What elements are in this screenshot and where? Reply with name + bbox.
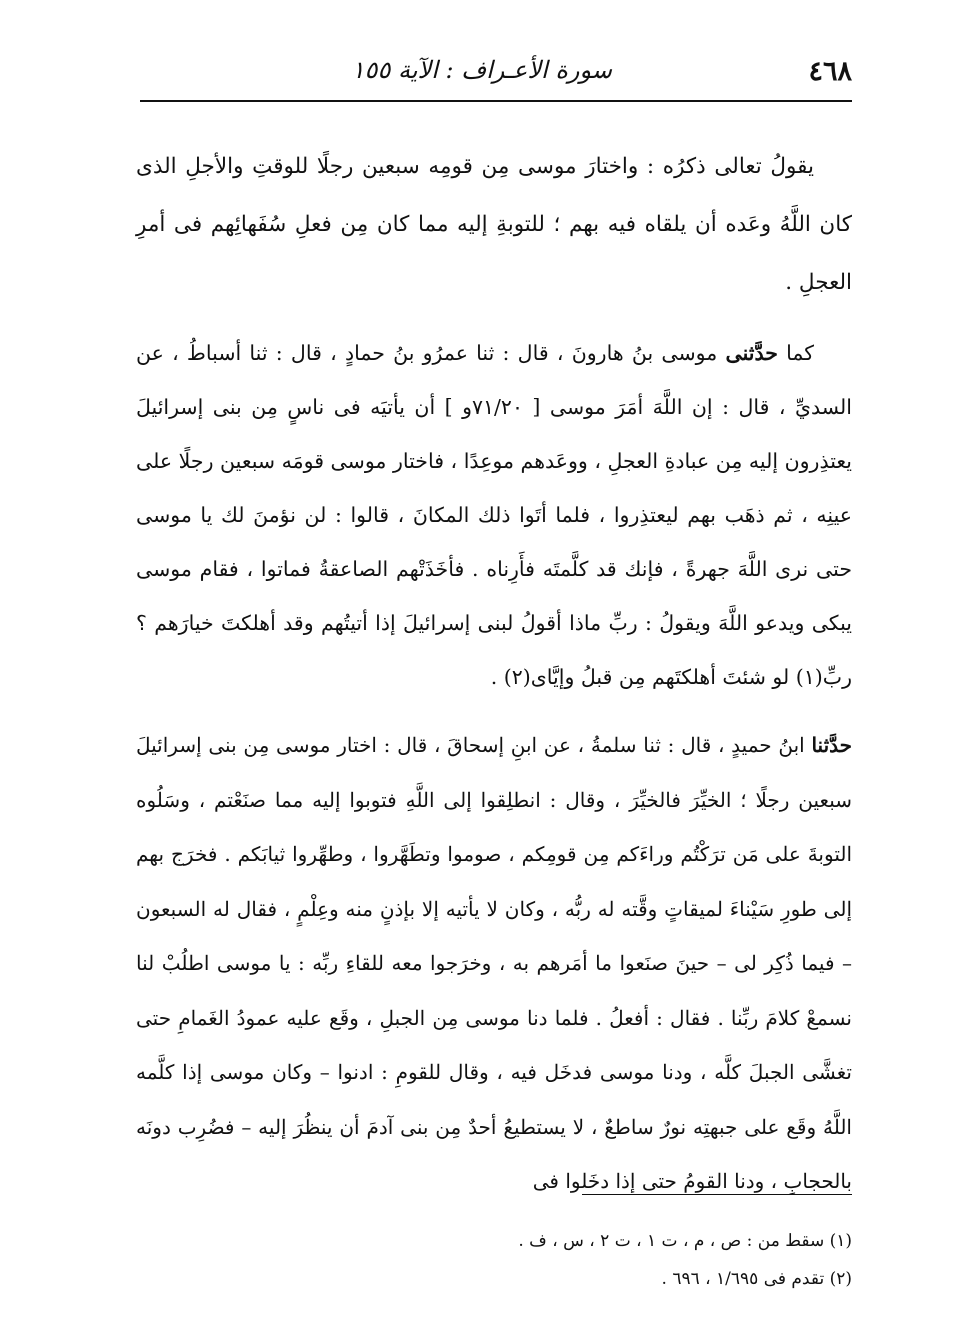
paragraph-2: [136, 326, 852, 704]
paragraph-3: [136, 718, 852, 1209]
header-rule: [140, 100, 852, 102]
paragraph-1: يقولُ تعالى ذكرُه : واختارَ موسى مِن قومِه سبعين رجلًا للوقتِ والأجلِ الذى كان اللَّهُ وعَده أن يلقاه فيه بهم ؛ للتوبةِ إليه مما كان مِن فعلِ سُفَهائِهم فى أمرِ العجلِ .: [136, 154, 852, 295]
hadith-heading: حدَّثنا: [811, 733, 852, 757]
paragraph-3-text: ابنُ حميدٍ ، قال : ثنا سلمةُ ، عن ابنِ إسحاقَ ، قال : اختار موسى مِن بنى إسرائيلَ سبعين رجلًا ؛ الخيِّرَ فالخيِّرَ ، وقال : انطلِقوا إلى اللَّهِ فتوبوا إليه مما صنَعْتم ، وسَلُوه التوبةَ على مَن ترَكْتُم وراءَكم مِن قومِكم ، صوموا وتطَهَّروا ، وطهِّروا ثيابَكم . فخرَج بهم إلى طورِ سَيْناءَ لميقاتٍ وقَّته له ربُّه ، وكان لا يأتيه إلا بإذنٍ منه وعِلْمٍ ، فقال له السبعون – فيما ذُكِر لى – حينَ صنَعوا ما أمَرهم به ، وخرَجوا معه للقاءِ ربِّه : يا موسى اطلُبْ لنا نسمعْ كلامَ ربِّنا . فقال : أفعلُ . فلما دنا موسى مِن الجبلِ ، وقَع عليه عمودُ الغَمامِ حتى تغشَّى الجبلَ كلَّه ، ودنا موسى فدخَل فيه ، وقال للقومِ : ادنوا – وكان موسى إذا كلَّمه اللَّهُ وقَع على جبهتِه نورٌ ساطعٌ ، لا يستطيعُ أحدٌ مِن بنى آدمَ أن ينظُرَ إليه – فضُرِب دونَه بالحجابِ ، ودنا القومُ حتى إذا دخَلوا فى: [136, 733, 852, 1193]
paragraph-2-lead: كما: [777, 341, 814, 365]
page-header: [140, 54, 852, 98]
main-text: [136, 138, 852, 1209]
paragraph-2-text: موسى بنُ هارونَ ، قال : ثنا عمرُو بنُ حمادٍ ، قال : ثنا أسباطُ ، عن السديِّ ، قال : إن اللَّهَ أمَرَ موسى [ ٧١/٢٠و ] أن يأتيَه فى ناسٍ مِن بنى إسرائيلَ يعتذِرون إليه مِن عبادةِ العجلِ ، ووعَدهم موعِدًا ، فاختار موسى قومَه سبعين رجلًا على عينِه ، ثم ذهَب بهم ليعتذِروا ، فلما أتَوا ذلك المكانَ ، قالوا : لن نؤمنَ لك يا موسى حتى نرى اللَّهَ جهرةً ، فإنك قد كلَّمتَه فأَرِناه . فأخَذَتْهم الصاعقةُ فماتوا ، فقام موسى يبكى ويدعو اللَّهَ ويقولُ : ربِّ ماذا أقولُ لبنى إسرائيلَ إذا أتيتُهم وقد أهلكتَ خيارَهم ؟ ربِّ(١) لو شئتَ أهلكتَهم مِن قبلُ وإيَّاى(٢) .: [136, 341, 852, 689]
running-title: سورة الأعـراف : الآية ١٥٥: [351, 56, 612, 84]
footnote-rule: [582, 1194, 852, 1195]
footnote-2: (٢) تقدم فى ١/٦٩٥ ، ٦٩٦ .: [661, 1269, 852, 1289]
hadith-heading: حدَّثنى: [725, 341, 778, 365]
footnotes: [136, 1222, 852, 1298]
page-number: ٤٦٨: [808, 56, 852, 87]
footnote-1: (١) سقط من : ص ، م ، ت ١ ، ت ٢ ، س ، ف .: [518, 1231, 852, 1251]
